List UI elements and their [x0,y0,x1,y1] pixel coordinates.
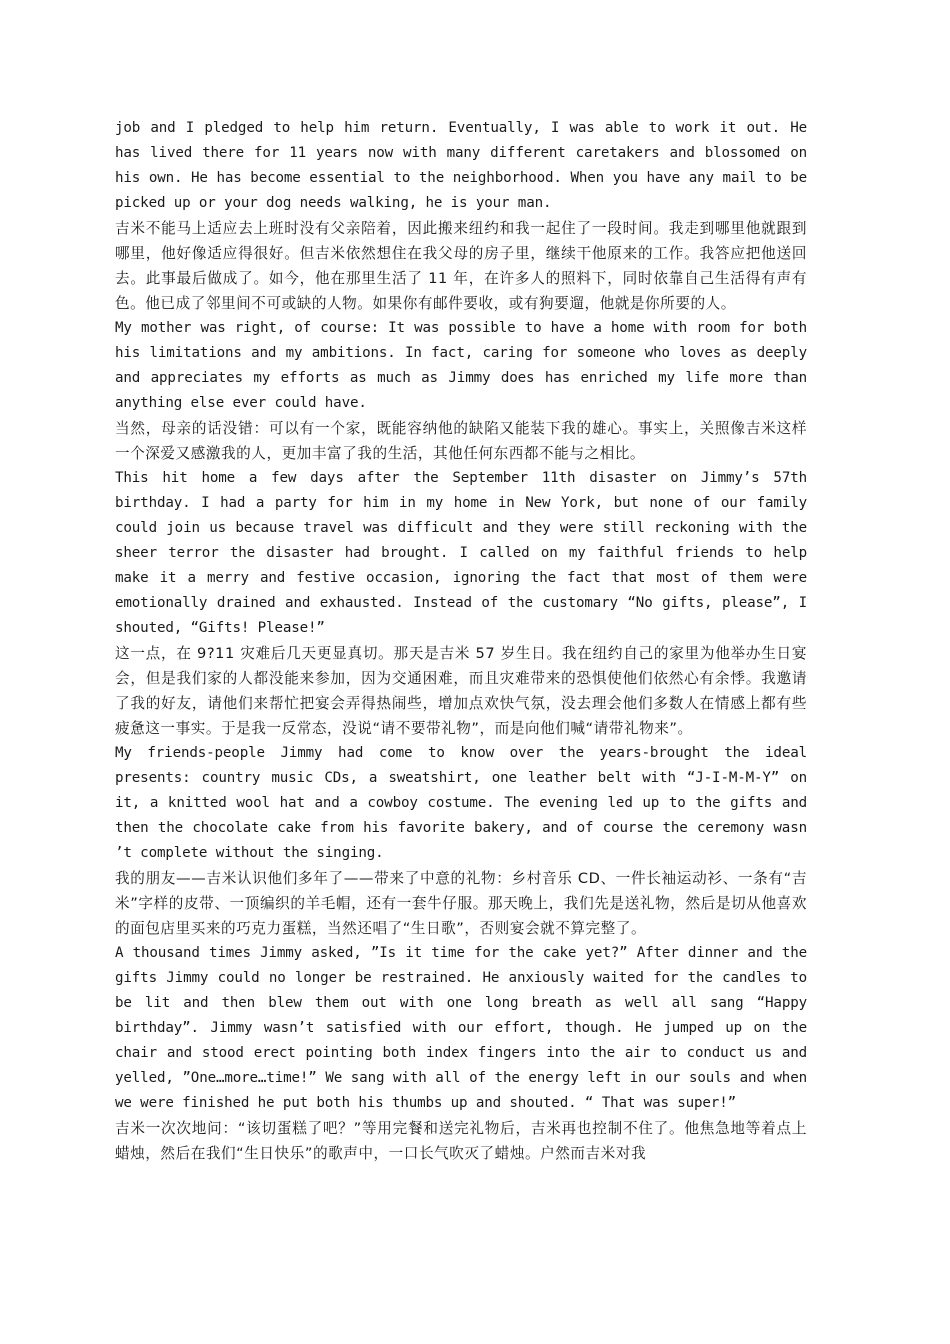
paragraph-english: A thousand times Jimmy asked, ”Is it time for the cake yet?” After dinner and the gifts Jimmy could no longer be restrained. He anxiously waited for the candles to be lit and then blew them out with one long breath as well all sang “Happy birthday”. Jimmy wasn’t satisfied with our effort, though. He jumped up on the chair and stood erect pointing both index fingers into the air to conduct us and yelled, ”One…more…time!” We sang with all of the energy left in our souls and when we were finished he put both his thumbs up and shouted. “ That was super!” [115,945,807,1111]
paragraph-english: job and I pledged to help him return. Eventually, I was able to work it out. He has lived there for 11 years now with many different caretakers and blossomed on his own. He has become essential to the neighborhood. When you have any mail to be picked up or your dog needs walking, he is your man. [115,120,807,211]
paragraph-chinese: 我的朋友——吉米认识他们多年了——带来了中意的礼物：乡村音乐 CD、一件长袖运动衫、一条有“吉米”字样的皮带、一顶编织的羊毛帽，还有一套牛仔服。那天晚上，我们先是送礼物，然后是切从他喜欢的面包店里买来的巧克力蛋糕，当然还唱了“生日歌”，否则宴会就不算完整了。 [115,870,807,937]
paragraph-english: My mother was right, of course: It was possible to have a home with room for both his limitations and my ambitions. In fact, caring for someone who loves as deeply and appreciates my efforts as much as Jimmy does has enriched my life more than anything else ever could have. [115,320,807,411]
paragraph-chinese: 当然，母亲的话没错：可以有一个家，既能容纳他的缺陷又能装下我的雄心。事实上，关照像吉米这样一个深爱又感激我的人，更加丰富了我的生活，其他任何东西都不能与之相比。 [115,420,807,462]
document-page [115,116,807,1166]
paragraph-chinese: 这一点，在 9?11 灾难后几天更显真切。那天是吉米 57 岁生日。我在纽约自己的家里为他举办生日宴会，但是我们家的人都没能来参加，因为交通困难，而且灾难带来的恐惧使他们依然心有余悸。我邀请了我的好友，请他们来帮忙把宴会弄得热闹些，增加点欢快气氛，没去理会他们多数人在情感上都有些疲惫这一事实。于是我一反常态，没说“请不要带礼物”，而是向他们喊“请带礼物来”。 [115,645,807,737]
paragraph-chinese: 吉米不能马上适应去上班时没有父亲陪着，因此搬来纽约和我一起住了一段时间。我走到哪里他就跟到哪里，他好像适应得很好。但吉米依然想住在我父母的房子里，继续干他原来的工作。我答应把他送回去。此事最后做成了。如今，他在那里生活了 11 年，在许多人的照料下，同时依靠自己生活得有声有色。他已成了邻里间不可或缺的人物。如果你有邮件要收，或有狗要遛，他就是你所要的人。 [115,220,807,312]
paragraph-english: My friends-people Jimmy had come to know over the years-brought the ideal presents: country music CDs, a sweatshirt, one leather belt with “J-I-M-M-Y” on it, a knitted wool hat and a cowboy costume. The evening led up to the gifts and then the chocolate cake from his favorite bakery, and of course the ceremony wasn ’t complete without the singing. [115,745,807,861]
paragraph-english: This hit home a few days after the September 11th disaster on Jimmy’s 57th birthday. I had a party for him in my home in New York, but none of our family could join us because travel was difficult and they were still reckoning with the sheer terror the disaster had brought. I called on my faithful friends to help make it a merry and festive occasion, ignoring the fact that most of them were emotionally drained and exhausted. Instead of the customary “No gifts, please”, I shouted, “Gifts! Please!” [115,470,807,636]
paragraph-chinese: 吉米一次次地问：“该切蛋糕了吧？”等用完餐和送完礼物后，吉米再也控制不住了。他焦急地等着点上蜡烛，然后在我们“生日快乐”的歌声中，一口长气吹灭了蜡烛。户然而吉米对我 [115,1120,807,1162]
